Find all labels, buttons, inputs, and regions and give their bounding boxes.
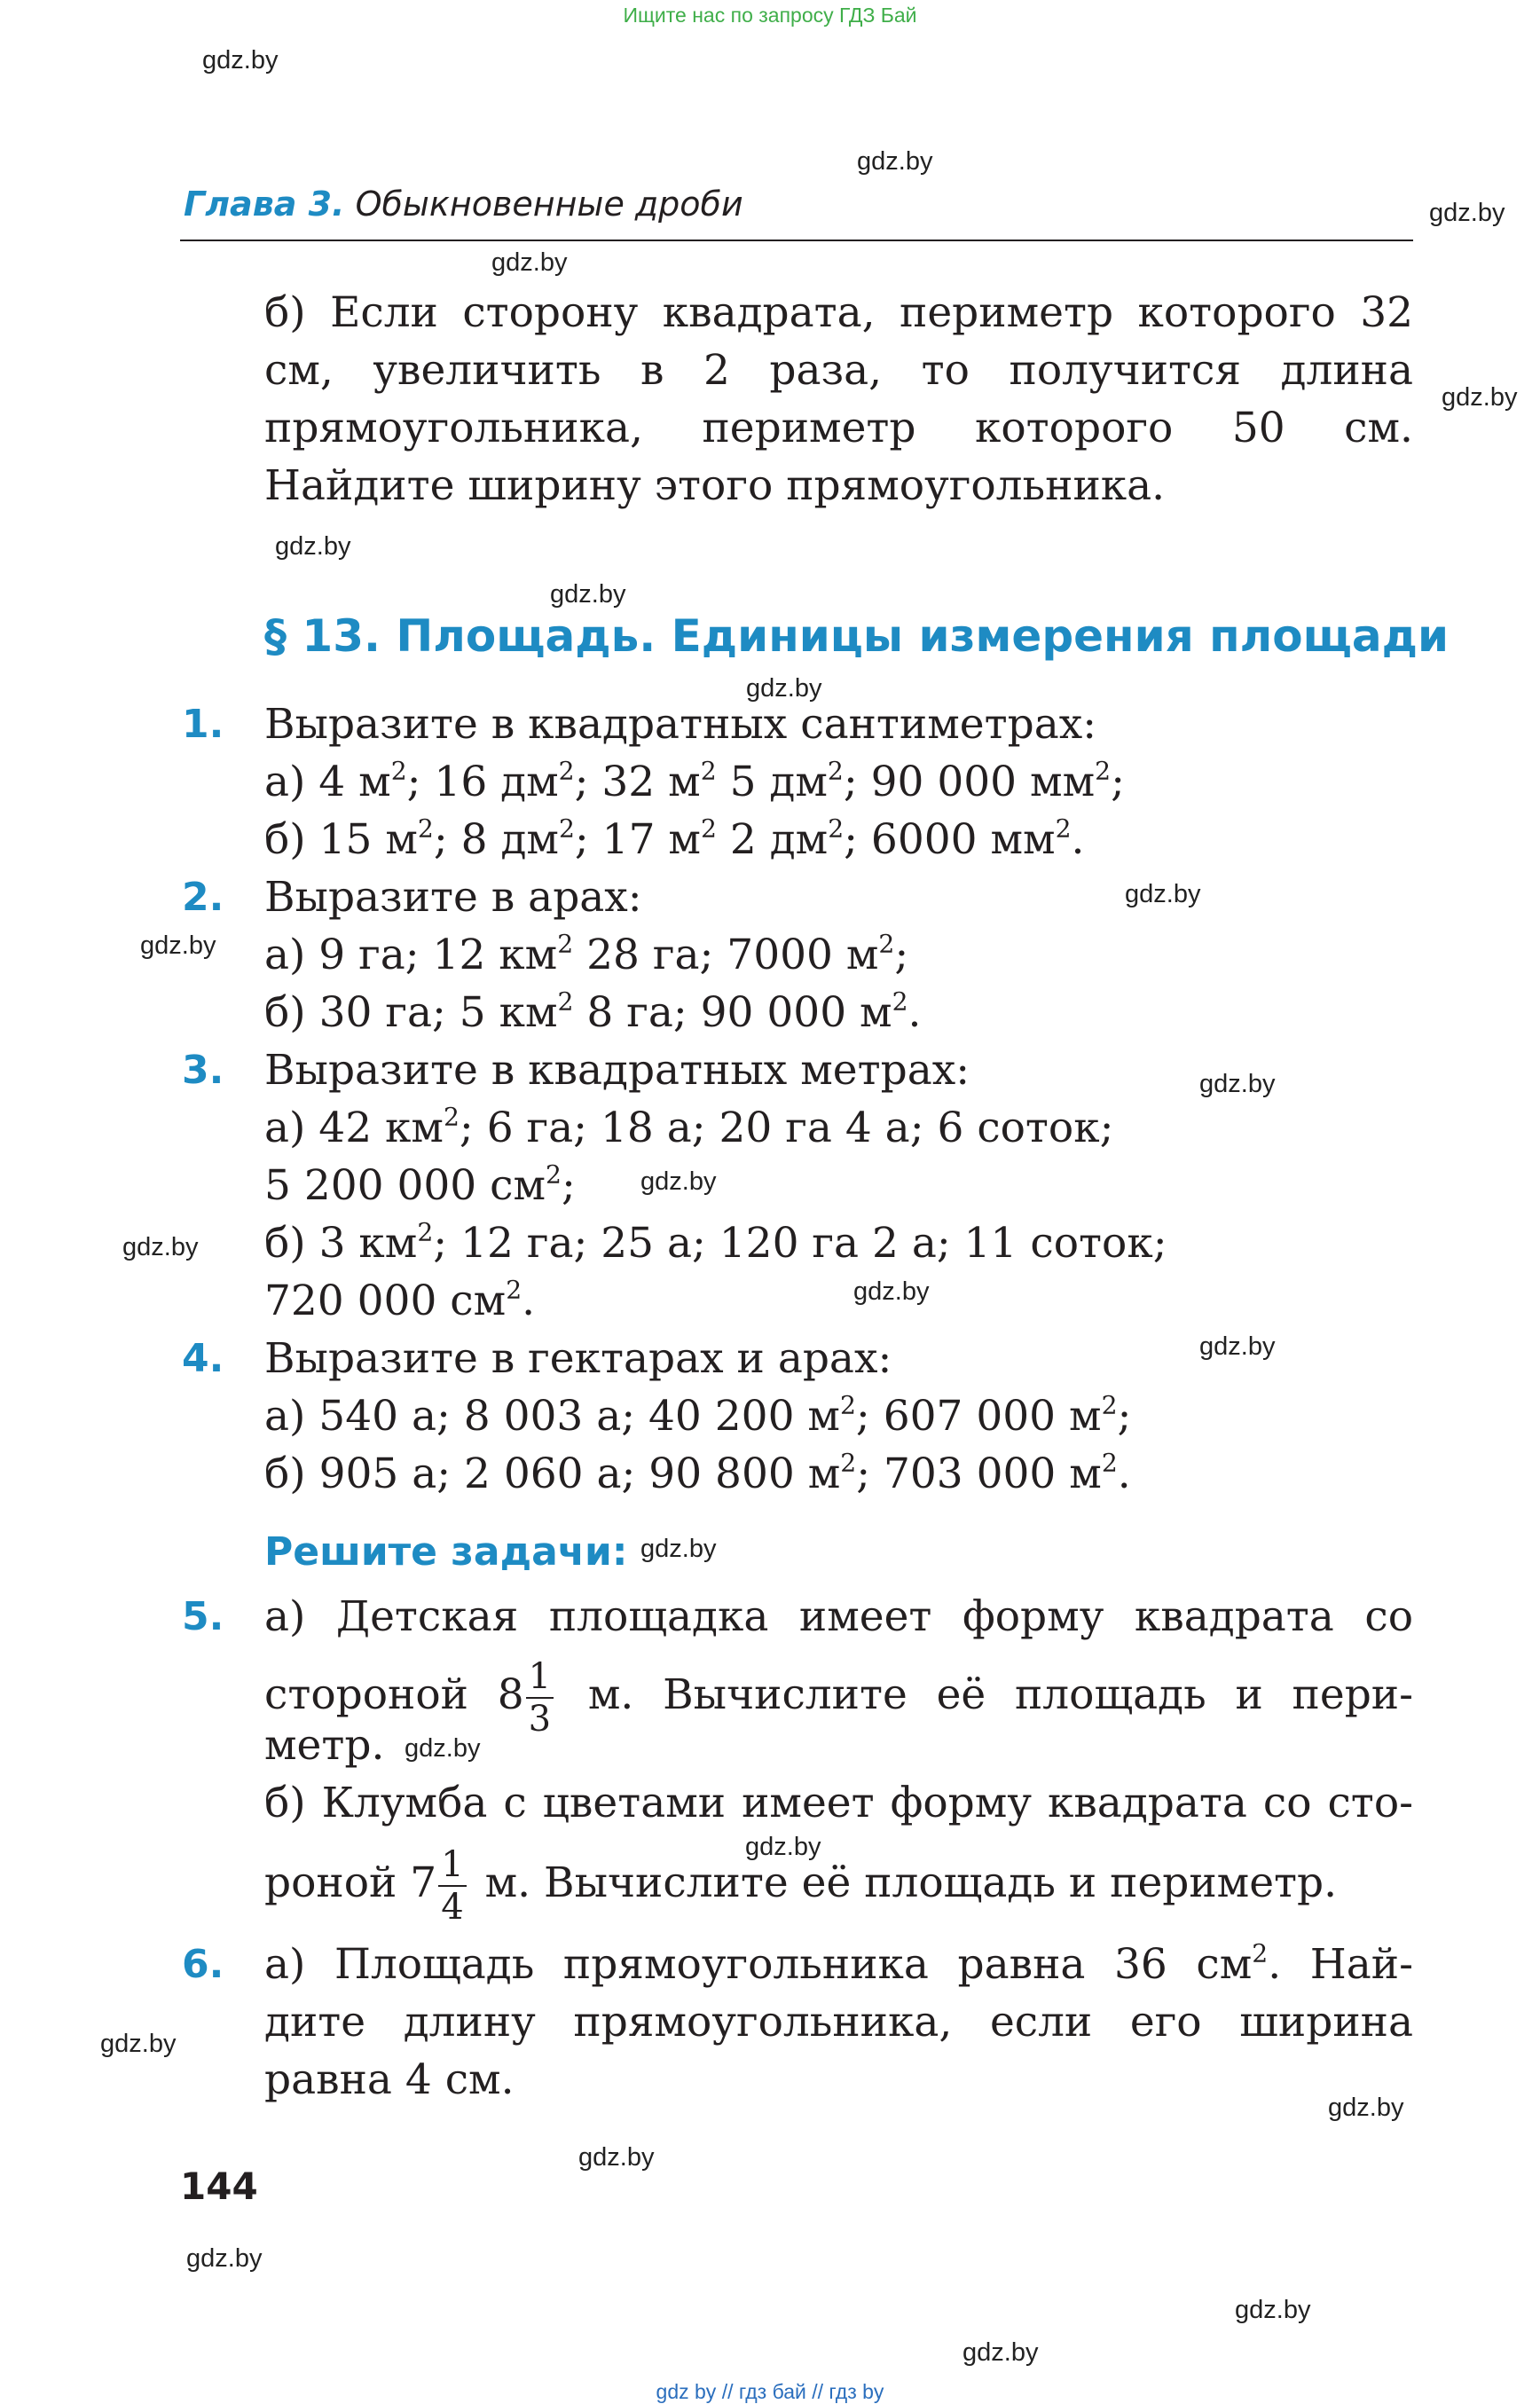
fraction: $\frac{1}{4}$ <box>438 1847 466 1925</box>
intro-paragraph: б) Если сторону квадрата, периметр которого 32 см, увеличить в 2 раза, то получится длина прямоугольника, периметр которого 50 см. Найдите ширину этого прямоугольника. <box>264 288 1413 510</box>
chapter-title: Обыкновенные дроби <box>355 185 743 224</box>
watermark: gdz.by <box>122 1233 199 1261</box>
watermark: gdz.by <box>100 2030 177 2058</box>
exercise-1-b: б) 15 $м^2$; 8 $дм^2$; 17 $м^2$ 2 $дм^2$; 6000 $мм^2$. <box>264 813 1085 864</box>
fraction: $\frac{1}{3}$ <box>526 1659 554 1737</box>
exercise-1-title: Выразите в квадратных сантиметрах: <box>264 700 1097 749</box>
chapter-header <box>184 185 743 224</box>
exercise-2-b: б) 30 га; 5 $км^2$ 8 га; 90 000 $м^2$. <box>264 986 922 1037</box>
watermark: gdz.by <box>1328 2094 1404 2122</box>
exercise-3-a: а) 42 $км^2$; 6 га; 18 а; 20 га 4 а; 6 соток; <box>264 1102 1114 1152</box>
exercise-4-a: а) 540 а; 8 003 а; 40 200 $м^2$; 607 000 $м^2$; <box>264 1390 1132 1441</box>
exercise-5-a-line2: стороной 8 $\frac{1}{3}$ м. Вычислите её площадь и пери- <box>264 1656 1413 1740</box>
watermark: gdz.by <box>640 1535 717 1563</box>
exercise-number: 2. <box>182 875 224 920</box>
solve-tasks-heading: Решите задачи: <box>264 1529 628 1575</box>
watermark: gdz.by <box>186 2244 263 2273</box>
exercise-2-a: а) 9 га; 12 $км^2$ 28 га; 7000 $м^2$; <box>264 929 909 979</box>
chapter-number: Глава 3. <box>184 185 345 224</box>
top-banner[interactable]: Ищите нас по запросу ГДЗ Бай <box>623 4 917 27</box>
watermark: gdz.by <box>275 532 351 561</box>
exercise-3-a-cont: 5 200 000 $см^2$; <box>264 1159 576 1210</box>
watermark: gdz.by <box>962 2338 1039 2367</box>
exercise-6-a-line2: дите длину прямоугольника, если его ширина <box>264 1998 1413 2047</box>
exercise-number: 5. <box>182 1594 224 1639</box>
watermark: gdz.by <box>202 46 279 75</box>
watermark: gdz.by <box>550 580 626 609</box>
watermark: gdz.by <box>1429 199 1505 227</box>
exercise-3-b-cont: 720 000 $см^2$. <box>264 1275 536 1325</box>
section-title: § 13. Площадь. Единицы измерения площади <box>264 610 1450 662</box>
watermark: gdz.by <box>1199 1332 1276 1361</box>
exercise-5-a-line3: метр. <box>264 1721 385 1770</box>
exercise-number: 4. <box>182 1336 224 1381</box>
exercise-6-a-line1: а) Площадь прямоугольника равна 36 $см^2$. Най- <box>264 1938 1413 1989</box>
watermark: gdz.by <box>140 931 216 960</box>
exercise-number: 6. <box>182 1942 224 1987</box>
watermark: gdz.by <box>405 1734 481 1763</box>
watermark: gdz.by <box>857 147 933 176</box>
watermark: gdz.by <box>640 1167 717 1196</box>
exercise-1-a: а) 4 $м^2$; 16 $дм^2$; 32 $м^2$ 5 $дм^2$; 90 000 $мм^2$; <box>264 756 1125 806</box>
exercise-5-b-line2: роной 7 $\frac{1}{4}$ м. Вычислите её площадь и периметр. <box>264 1844 1338 1928</box>
exercise-number: 1. <box>182 702 224 747</box>
exercise-6-a-line3: равна 4 см. <box>264 2055 515 2104</box>
watermark: gdz.by <box>1199 1070 1276 1098</box>
watermark: gdz.by <box>1235 2296 1311 2324</box>
exercise-2-title: Выразите в арах: <box>264 873 642 922</box>
exercise-4-b: б) 905 а; 2 060 а; 90 800 $м^2$; 703 000 $м^2$. <box>264 1448 1131 1498</box>
exercise-3-b: б) 3 $км^2$; 12 га; 25 а; 120 га 2 а; 11 соток; <box>264 1217 1167 1268</box>
exercise-5-b-line1: б) Клумба с цветами имеет форму квадрата со сто- <box>264 1779 1413 1827</box>
watermark: gdz.by <box>578 2143 655 2172</box>
exercise-4-title: Выразите в гектарах и арах: <box>264 1334 892 1383</box>
footer-links[interactable]: gdz by // гдз бай // гдз by <box>656 2380 884 2403</box>
watermark: gdz.by <box>1442 383 1518 412</box>
exercise-3-title: Выразите в квадратных метрах: <box>264 1046 970 1095</box>
watermark: gdz.by <box>491 248 568 277</box>
watermark: gdz.by <box>746 674 822 703</box>
exercise-number: 3. <box>182 1048 224 1093</box>
header-rule <box>180 240 1413 241</box>
watermark: gdz.by <box>853 1277 930 1306</box>
watermark: gdz.by <box>745 1833 821 1861</box>
exercise-5-a-line1: а) Детская площадка имеет форму квадрата со <box>264 1592 1413 1641</box>
page-number: 144 <box>180 2164 258 2208</box>
watermark: gdz.by <box>1125 880 1201 908</box>
